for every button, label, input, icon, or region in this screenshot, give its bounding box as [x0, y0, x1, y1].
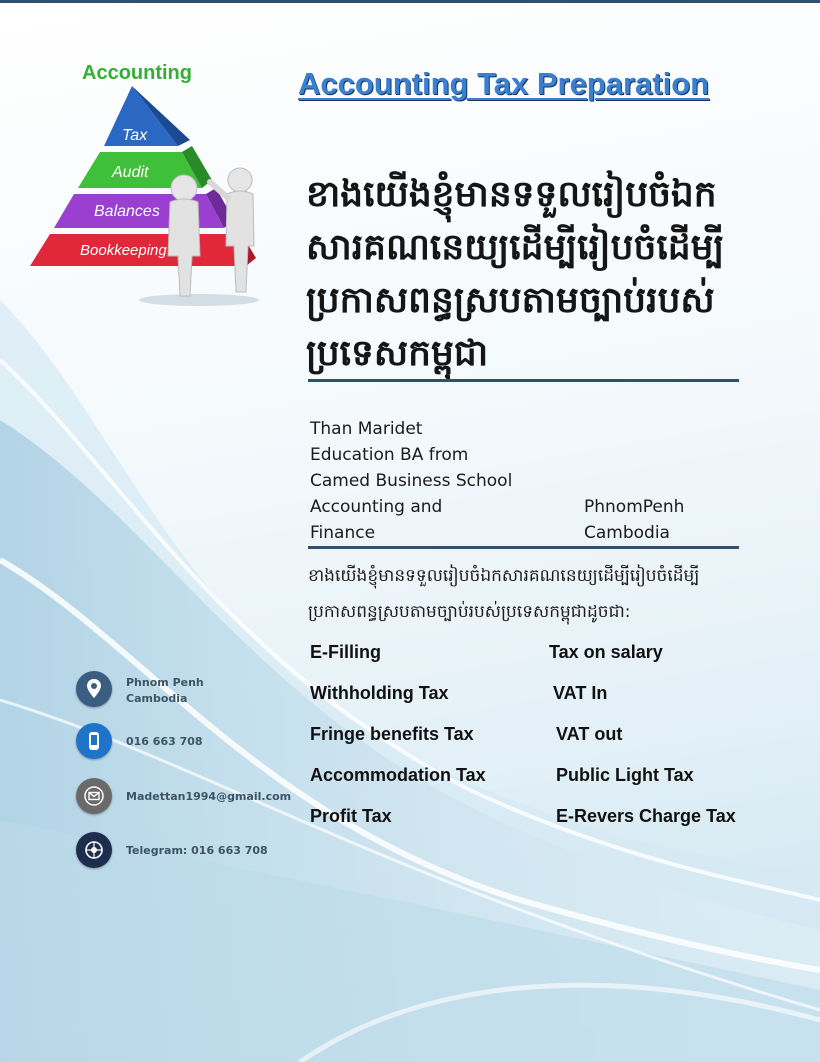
- headline-line: ប្រទេសកម្ពុជា: [306, 333, 489, 374]
- contact-location-line: Phnom Penh: [126, 676, 204, 689]
- email-icon: [76, 778, 112, 814]
- intro-line: ប្រកាសពន្ធស្របតាមច្បាប់របស់ប្រទេសកម្ពុជាដូចជា:: [308, 602, 631, 622]
- profile-name: Than Maridet: [310, 419, 423, 439]
- service-item-accommodation-tax: Accommodation Tax: [310, 765, 486, 785]
- service-item-withholding-tax: Withholding Tax: [310, 683, 449, 703]
- khmer-headline: [306, 168, 756, 380]
- headline-line: សារគណនេយ្យដើម្បីរៀបចំដើម្បី: [306, 227, 725, 268]
- headline-line: ខាងយើងខ្ញុំមានទទួលរៀបចំឯក: [306, 174, 717, 215]
- service-item-e-revers-charge-tax: E-Revers Charge Tax: [556, 806, 736, 826]
- section-divider: [308, 546, 739, 549]
- top-rule: [0, 0, 820, 3]
- contact-email[interactable]: Madettan1994@gmail.com: [126, 790, 292, 803]
- contact-phone[interactable]: 016 663 708: [126, 735, 203, 748]
- profile-education-line: Accounting and: [310, 497, 443, 517]
- pyramid-heading: Accounting: [82, 62, 192, 84]
- profile-country: Cambodia: [584, 523, 670, 543]
- service-item-fringe-benefits-tax: Fringe benefits Tax: [310, 724, 474, 744]
- page-title: Accounting Tax Preparation: [298, 66, 710, 101]
- contact-telegram[interactable]: Telegram: 016 663 708: [126, 844, 268, 857]
- service-item-profit-tax: Profit Tax: [310, 806, 392, 826]
- section-divider: [308, 379, 739, 382]
- pyramid-level-audit: Audit: [112, 164, 149, 181]
- pyramid-level-tax: Tax: [122, 127, 148, 144]
- service-item-public-light-tax: Public Light Tax: [556, 765, 694, 785]
- profile-education-line: Finance: [310, 523, 376, 543]
- pyramid-level-balances: Balances: [94, 203, 160, 220]
- profile-education-line: Education BA from: [310, 445, 469, 465]
- khmer-intro: [308, 558, 778, 630]
- headline-line: ប្រកាសពន្ធស្របតាមច្បាប់របស់: [306, 280, 715, 321]
- profile-education-line: Camed Business School: [310, 471, 513, 491]
- accounting-pyramid-graphic: [24, 56, 264, 306]
- pyramid-level-bookkeeping: Bookkeeping: [80, 242, 167, 259]
- telegram-icon: [76, 832, 112, 868]
- service-item-tax-on-salary: Tax on salary: [549, 642, 663, 662]
- contact-location-line: Cambodia: [126, 692, 188, 705]
- service-item-e-filling: E-Filling: [310, 642, 381, 662]
- service-item-vat-out: VAT out: [556, 724, 623, 744]
- service-item-vat-in: VAT In: [553, 683, 608, 703]
- phone-icon: [76, 723, 112, 759]
- intro-line: ខាងយើងខ្ញុំមានទទួលរៀបចំឯកសារគណនេយ្យដើម្បីរៀបចំដើម្បី: [308, 566, 700, 586]
- location-pin-icon: [76, 671, 112, 707]
- profile-city: PhnomPenh: [584, 497, 685, 517]
